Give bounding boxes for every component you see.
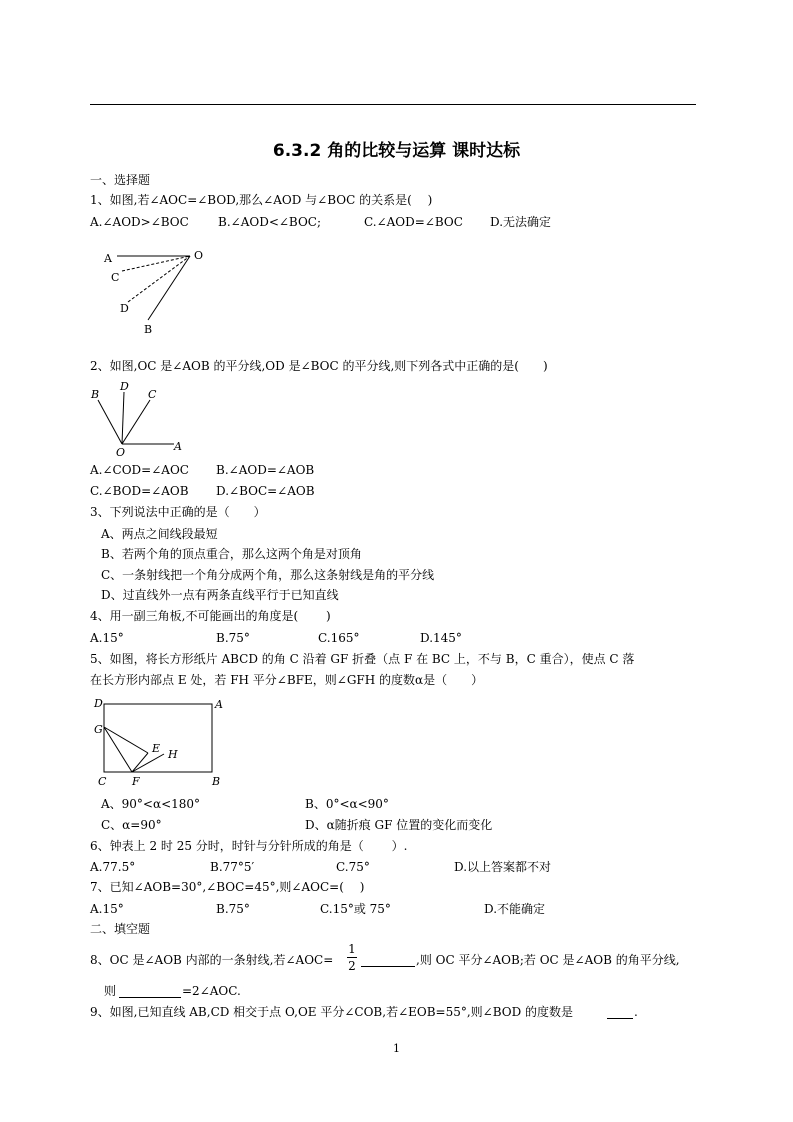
q2-option-a: A.∠COD=∠AOC (90, 463, 189, 477)
q1-label-d: D (120, 302, 129, 315)
q2-label-d: D (120, 380, 129, 393)
q2-label-c: C (148, 388, 157, 401)
question-1-stem: 1、如图,若∠AOC=∠BOD,那么∠AOD 与∠BOC 的关系是( ) (90, 193, 433, 207)
q2-label-a: A (174, 440, 182, 453)
q5-option-a: A、90°<α<180° (101, 797, 201, 811)
q5-label-h: H (168, 748, 178, 761)
q8-fraction-bar (347, 957, 357, 958)
q2-option-b: B.∠AOD=∠AOB (216, 463, 315, 477)
header-rule (90, 104, 696, 105)
question-3-stem: 3、下列说法中正确的是（ ） (90, 505, 266, 519)
section-heading-choice: 一、选择题 (90, 173, 151, 187)
q7-option-c: C.15°或 75° (320, 902, 391, 916)
q1-option-b: B.∠AOD<∠BOC; (218, 215, 322, 229)
question-8-line2-suffix: =2∠AOC. (182, 984, 241, 998)
q9-answer-blank[interactable] (607, 1004, 633, 1019)
q5-label-f: F (132, 775, 140, 788)
q4-option-b: B.75° (216, 631, 250, 645)
question-8-part1: 8、OC 是∠AOB 内部的一条射线,若∠AOC= (90, 953, 334, 967)
q1-label-a: A (104, 252, 112, 265)
question-9-end: . (634, 1005, 638, 1019)
q8-answer-blank-1[interactable] (361, 952, 415, 967)
q2-angle-figure (88, 380, 188, 458)
question-2-stem: 2、如图,OC 是∠AOB 的平分线,OD 是∠BOC 的平分线,则下列各式中正确的是( ) (90, 359, 548, 373)
q5-label-b: B (212, 775, 221, 788)
q3-option-a: A、两点之间线段最短 (101, 527, 218, 541)
question-7-stem: 7、已知∠AOB=30°,∠BOC=45°,则∠AOC=( ) (90, 880, 365, 894)
question-6-stem: 6、钟表上 2 时 25 分时，时针与分针所成的角是（ ）. (90, 839, 408, 853)
q1-option-c: C.∠AOD=∠BOC (364, 215, 463, 229)
q5-label-e: E (152, 742, 161, 755)
q4-option-c: C.165° (318, 631, 360, 645)
q7-option-d: D.不能确定 (484, 902, 546, 916)
q6-option-b: B.77°5′ (210, 860, 255, 874)
question-4-stem: 4、用一副三角板,不可能画出的角度是( ) (90, 609, 331, 623)
q5-rectangle-fold-figure (92, 696, 232, 788)
q6-option-a: A.77.5° (90, 860, 136, 874)
q6-option-c: C.75° (336, 860, 370, 874)
question-5-stem-line2: 在长方形内部点 E 处，若 FH 平分∠BFE，则∠GFH 的度数α是（ ） (90, 673, 484, 687)
q2-option-d: D.∠BOC=∠AOB (216, 484, 315, 498)
q5-label-g: G (94, 723, 103, 736)
q4-option-d: D.145° (420, 631, 462, 645)
q4-option-a: A.15° (90, 631, 124, 645)
q7-option-a: A.15° (90, 902, 124, 916)
q8-fraction-denominator: 2 (348, 959, 356, 973)
page-title: 6.3.2 角的比较与运算 课时达标 (272, 141, 521, 161)
q2-label-o: O (116, 446, 126, 459)
q1-option-d: D.无法确定 (490, 215, 552, 229)
q2-label-b: B (91, 388, 100, 401)
q5-option-b: B、0°<α<90° (305, 797, 389, 811)
q1-label-o: O (194, 249, 204, 262)
q3-option-d: D、过直线外一点有两条直线平行于已知直线 (101, 588, 339, 602)
page-number: 1 (393, 1042, 400, 1055)
q2-option-c: C.∠BOD=∠AOB (90, 484, 189, 498)
q7-option-b: B.75° (216, 902, 250, 916)
q8-answer-blank-2[interactable] (119, 983, 181, 998)
q5-option-d: D、α随折痕 GF 位置的变化而变化 (305, 818, 493, 832)
q3-option-b: B、若两个角的顶点重合，那么这两个角是对顶角 (101, 547, 362, 561)
section-heading-fill: 二、填空题 (90, 922, 151, 936)
q5-label-a: A (215, 698, 223, 711)
q1-option-a: A.∠AOD>∠BOC (90, 215, 189, 229)
question-8-part2: ,则 OC 平分∠AOB;若 OC 是∠AOB 的角平分线, (416, 953, 680, 967)
q5-label-c: C (98, 775, 107, 788)
question-9-stem: 9、如图,已知直线 AB,CD 相交于点 O,OE 平分∠COB,若∠EOB=55°,则∠BOD 的度数是 (90, 1005, 574, 1019)
q5-option-c: C、α=90° (101, 818, 162, 832)
q5-label-d: D (94, 697, 103, 710)
question-5-stem-line1: 5、如图，将长方形纸片 ABCD 的角 C 沿着 GF 折叠（点 F 在 BC 上，不与 B，C 重合），使点 C 落 (90, 652, 635, 666)
q1-label-b: B (144, 323, 153, 336)
question-8-line2-prefix: 则 (104, 984, 117, 998)
q6-option-d: D.以上答案都不对 (454, 860, 552, 874)
q1-angle-figure (100, 244, 210, 336)
q1-label-c: C (111, 271, 120, 284)
q3-option-c: C、一条射线把一个角分成两个角，那么这条射线是角的平分线 (101, 568, 435, 582)
q8-fraction-numerator: 1 (348, 942, 356, 956)
